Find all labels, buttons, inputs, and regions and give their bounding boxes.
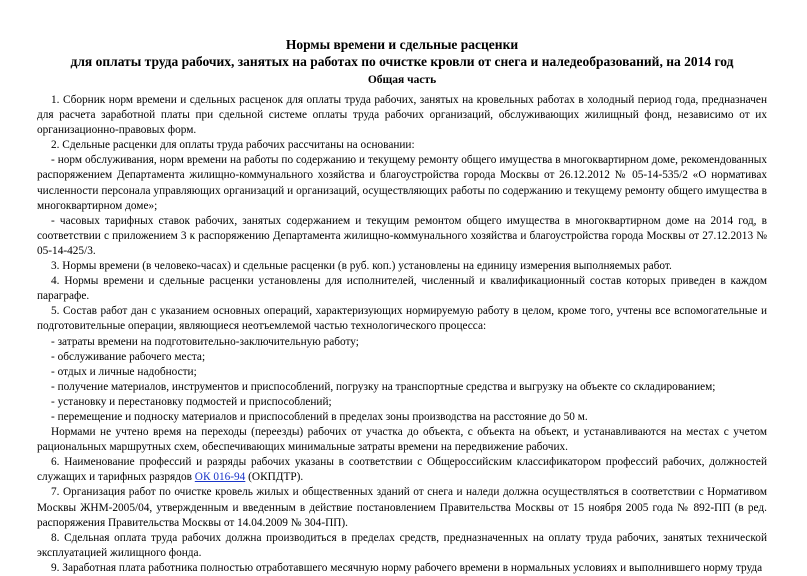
paragraph-5-note: Нормами не учтено время на переходы (переезды) рабочих от участка до объекта, с объекта на объект, и устанавливаются на местах с учетом рациональных маршрутных схем, обеспечивающих минимальные затраты времени на передвижение рабочих. — [37, 426, 767, 454]
paragraph-4: 4. Нормы времени и сдельные расценки установлены для исполнителей, численный и квалификационный состав которых приведен в каждом параграфе. — [37, 275, 767, 303]
paragraph-9: 9. Заработная плата работника полностью отработавшего месячную норму рабочего времени в нормальных условиях и выполнившего норму труда — [51, 561, 763, 574]
paragraph-2: 2. Сдельные расценки для оплаты труда рабочих рассчитаны на основании: — [51, 139, 415, 152]
paragraph-2-item-b: - часовых тарифных ставок рабочих, занятых содержанием и текущим ремонтом общего имущества в многоквартирном доме на 2014 год, в соответствии с приложением 3 к распоряжению Департамента жилищно-коммунального хозяйства и благоустройства города Москвы от 27.12.2013 № 05-14-425/3. — [37, 214, 767, 257]
paragraph-6-text-after: (ОКПДТР). — [245, 471, 304, 484]
paragraph-6 — [37, 455, 767, 485]
paragraph-5-item: - перемещение и подноску материалов и приспособлений в пределах зоны производства на расстояние до 50 м. — [51, 410, 588, 423]
paragraph-5-item: - отдых и личные надобности; — [51, 365, 197, 378]
paragraph-5-item: - затраты времени на подготовительно-заключительную работу; — [51, 335, 359, 348]
paragraph-5: 5. Состав работ дан с указанием основных операций, характеризующих нормируемую работу в целом, кроме того, учтены все вспомогательные и подготовительные операции, являющиеся неотъемлемой частью технологического процесса: — [37, 305, 767, 333]
paragraph-6-text-before: 6. Наименование профессий и разряды рабочих указаны в соответствии с Общероссийским классификатором профессий рабочих, должностей служащих и тарифных разрядов — [37, 456, 767, 484]
paragraph-5-item: - получение материалов, инструментов и приспособлений, погрузку на транспортные средства и выгрузку на объекте со складированием; — [51, 380, 716, 393]
paragraph-3: 3. Нормы времени (в человеко-часах) и сдельные расценки (в руб. коп.) установлены на единицу измерения выполняемых работ. — [51, 260, 672, 273]
paragraph-5-item: - обслуживание рабочего места; — [51, 350, 206, 363]
paragraph-2-item-a: - норм обслуживания, норм времени на работы по содержанию и текущему ремонту общего имущества в многоквартирном доме, рекомендованных распоряжением Департамента жилищно-коммунального хозяйства и благоустройства города Москвы от 26.12.2012 № 05-14-535/2 «О нормативах численности персонала управляющих организаций и организаций, осуществляющих работы по содержанию и текущему ремонту общего имущества в многоквартирном доме»; — [37, 154, 767, 212]
paragraph-8: 8. Сдельная оплата труда рабочих должна производиться в пределах средств, предназначенных на оплату труда рабочих, занятых технической эксплуатацией жилищного фонда. — [37, 531, 767, 559]
document-body — [37, 93, 767, 576]
paragraph-1: 1. Сборник норм времени и сдельных расценок для оплаты труда рабочих, занятых на кровельных работах в холодный период года, предназначен для расчета заработной платы при сдельной системе оплаты труда рабочих организаций, обслуживающих жилищный фонд, независимо от их организационно-правовых форм. — [37, 94, 767, 137]
document-title: Нормы времени и сдельные расценки — [285, 37, 519, 52]
document-subtitle: для оплаты труда рабочих, занятых на работах по очистке кровли от снега и наледеобразований, на 2014 год — [70, 54, 734, 69]
section-title: Общая часть — [367, 74, 437, 86]
okpdtr-classifier-link[interactable]: ОК 016-94 — [194, 471, 246, 484]
paragraph-5-item: - установку и перестановку подмостей и приспособлений; — [51, 395, 332, 408]
paragraph-7: 7. Организация работ по очистке кровель жилых и общественных зданий от снега и наледи должна осуществляться в соответствии с Нормативом Москвы ЖНМ-2005/04, утвержденным и введенным в действие постановлением Правительства Москвы от 15 ноября 2005 года № 892-ПП (в ред. распоряжения Правительства Москвы от 14.04.2009 № 304-ПП). — [37, 486, 767, 529]
